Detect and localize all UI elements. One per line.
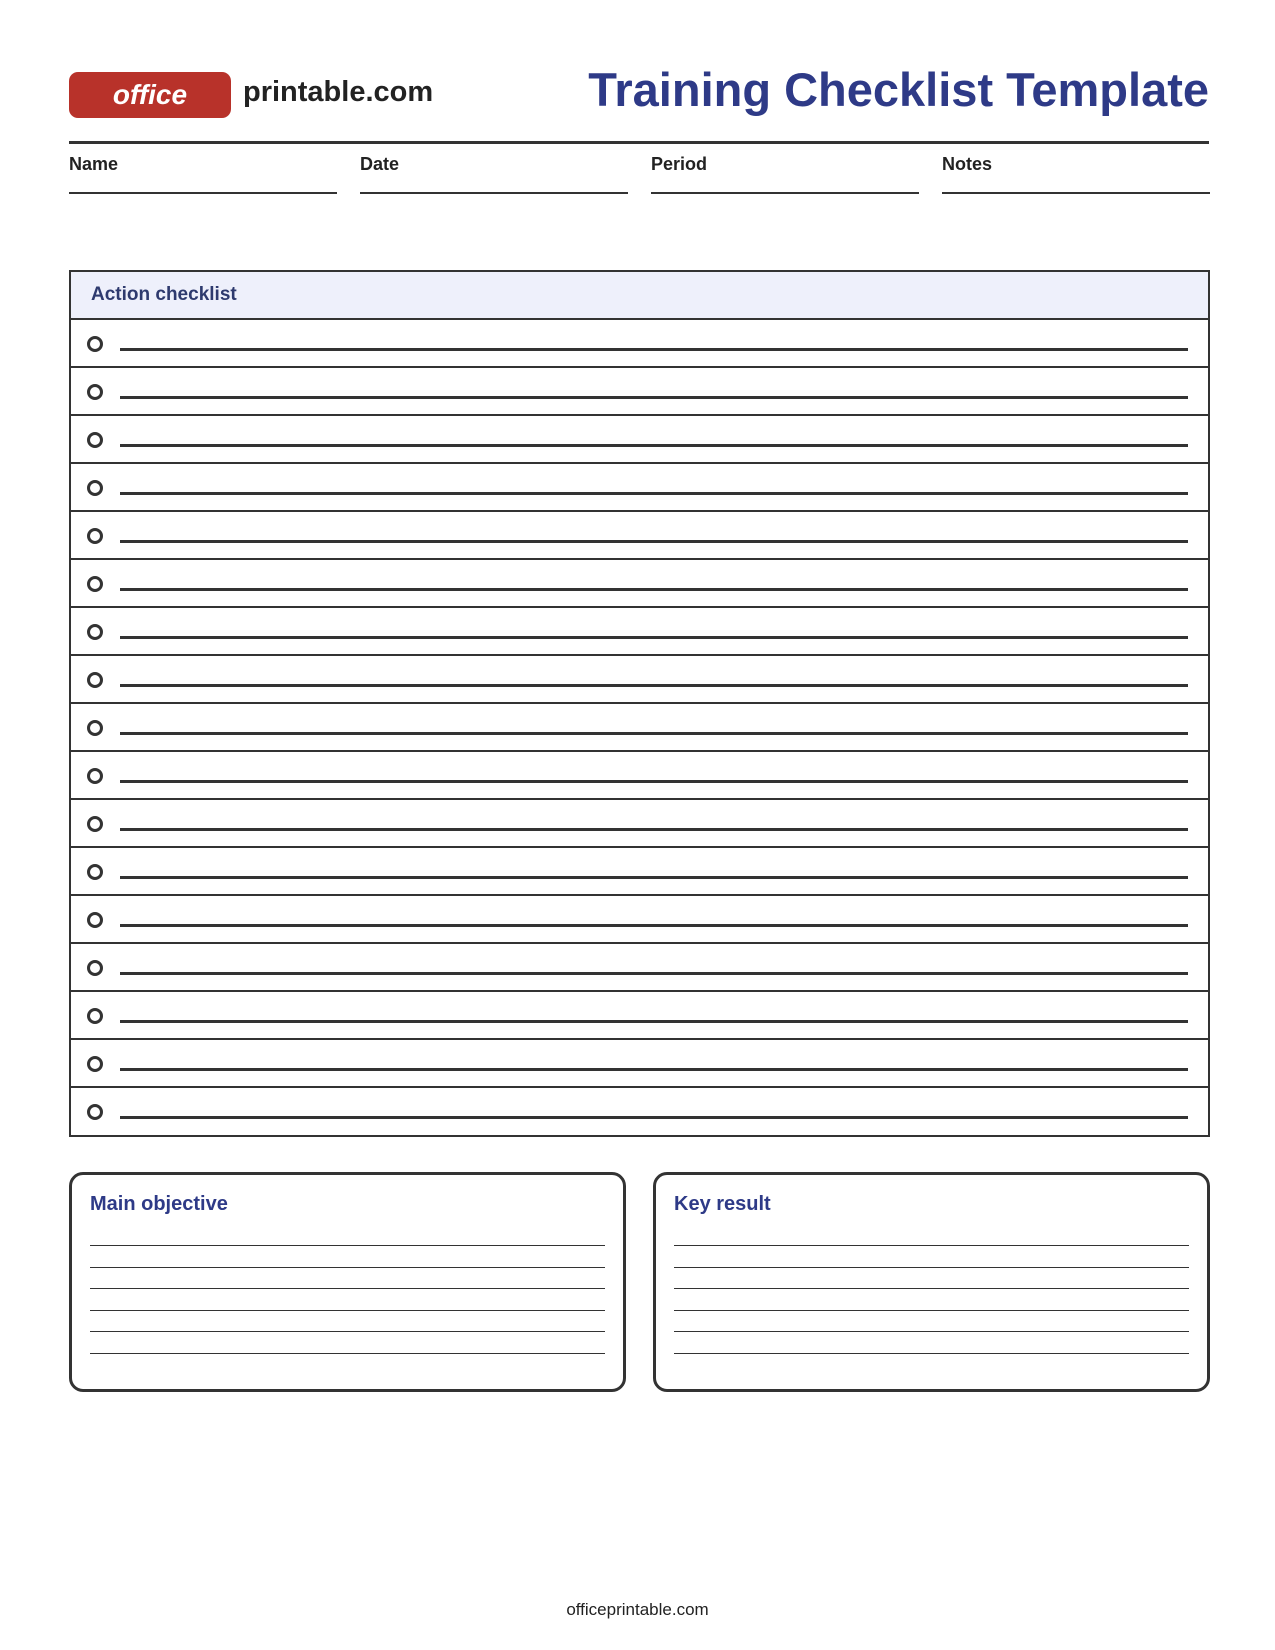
checkbox-circle-icon[interactable] [87, 576, 103, 592]
checklist-row [71, 656, 1208, 704]
checkbox-circle-icon[interactable] [87, 768, 103, 784]
name-field-label: Name [69, 154, 119, 174]
writing-line[interactable] [90, 1288, 605, 1289]
key-result-title: Key result [674, 1193, 771, 1215]
checklist-entry-line[interactable] [120, 972, 1188, 975]
footer-url: officeprintable.com [566, 1600, 709, 1619]
checklist-row [71, 560, 1208, 608]
checklist-row [71, 944, 1208, 992]
writing-line[interactable] [90, 1353, 605, 1354]
writing-line[interactable] [90, 1245, 605, 1246]
checklist-row [71, 896, 1208, 944]
checklist-row [71, 512, 1208, 560]
checkbox-circle-icon[interactable] [87, 912, 103, 928]
checklist-row [71, 1040, 1208, 1088]
checkbox-circle-icon[interactable] [87, 864, 103, 880]
main-objective-title: Main objective [90, 1193, 228, 1215]
writing-line[interactable] [90, 1331, 605, 1332]
info-fields [69, 152, 1209, 194]
checklist-entry-line[interactable] [120, 732, 1188, 735]
checkbox-circle-icon[interactable] [87, 960, 103, 976]
checkbox-circle-icon[interactable] [87, 624, 103, 640]
writing-line[interactable] [674, 1267, 1189, 1268]
checklist-row [71, 368, 1208, 416]
checklist-entry-line[interactable] [120, 444, 1188, 447]
writing-line[interactable] [674, 1331, 1189, 1332]
checkbox-circle-icon[interactable] [87, 1056, 103, 1072]
checkbox-circle-icon[interactable] [87, 480, 103, 496]
checklist-entry-line[interactable] [120, 348, 1188, 351]
checklist-row [71, 992, 1208, 1040]
date-field[interactable] [360, 152, 628, 194]
date-field-label: Date [360, 154, 400, 174]
checklist-row [71, 704, 1208, 752]
checklist-row [71, 752, 1208, 800]
checkbox-circle-icon[interactable] [87, 816, 103, 832]
logo-text: printable.com [243, 76, 434, 108]
checklist-entry-line[interactable] [120, 540, 1188, 543]
checklist-entry-line[interactable] [120, 492, 1188, 495]
checkbox-circle-icon[interactable] [87, 672, 103, 688]
page-title: Training Checklist Template [588, 63, 1209, 116]
notes-field[interactable] [942, 152, 1210, 194]
checklist-entry-line[interactable] [120, 588, 1188, 591]
checklist-entry-line[interactable] [120, 1068, 1188, 1071]
checklist-row [71, 1088, 1208, 1136]
logo-badge-text: office [112, 79, 188, 110]
checklist-rows [71, 320, 1208, 1136]
key-result-box [653, 1172, 1210, 1392]
checklist-row [71, 608, 1208, 656]
period-field[interactable] [651, 152, 919, 194]
writing-line[interactable] [90, 1267, 605, 1268]
writing-line[interactable] [674, 1288, 1189, 1289]
checklist-entry-line[interactable] [120, 684, 1188, 687]
checklist-row [71, 416, 1208, 464]
checkbox-circle-icon[interactable] [87, 720, 103, 736]
checklist-row [71, 320, 1208, 368]
checkbox-circle-icon[interactable] [87, 528, 103, 544]
main-objective-box [69, 1172, 626, 1392]
checklist-row [71, 464, 1208, 512]
period-field-label: Period [651, 154, 708, 174]
checklist-entry-line[interactable] [120, 396, 1188, 399]
writing-line[interactable] [90, 1310, 605, 1311]
name-field[interactable] [69, 152, 337, 194]
action-checklist [69, 270, 1210, 1137]
writing-line[interactable] [674, 1353, 1189, 1354]
checkbox-circle-icon[interactable] [87, 432, 103, 448]
checklist-row [71, 800, 1208, 848]
writing-line[interactable] [674, 1245, 1189, 1246]
checklist-entry-line[interactable] [120, 828, 1188, 831]
notes-field-label: Notes [942, 154, 993, 174]
checklist-row [71, 848, 1208, 896]
checklist-entry-line[interactable] [120, 636, 1188, 639]
checklist-title: Action checklist [91, 284, 237, 305]
checkbox-circle-icon[interactable] [87, 384, 103, 400]
checkbox-circle-icon[interactable] [87, 336, 103, 352]
checklist-entry-line[interactable] [120, 876, 1188, 879]
checklist-entry-line[interactable] [120, 1020, 1188, 1023]
checklist-entry-line[interactable] [120, 1116, 1188, 1119]
writing-line[interactable] [674, 1310, 1189, 1311]
checklist-entry-line[interactable] [120, 924, 1188, 927]
checkbox-circle-icon[interactable] [87, 1008, 103, 1024]
checkbox-circle-icon[interactable] [87, 1104, 103, 1120]
header-divider [69, 141, 1209, 144]
checklist-header [71, 272, 1208, 320]
checklist-entry-line[interactable] [120, 780, 1188, 783]
logo-badge [69, 72, 231, 118]
